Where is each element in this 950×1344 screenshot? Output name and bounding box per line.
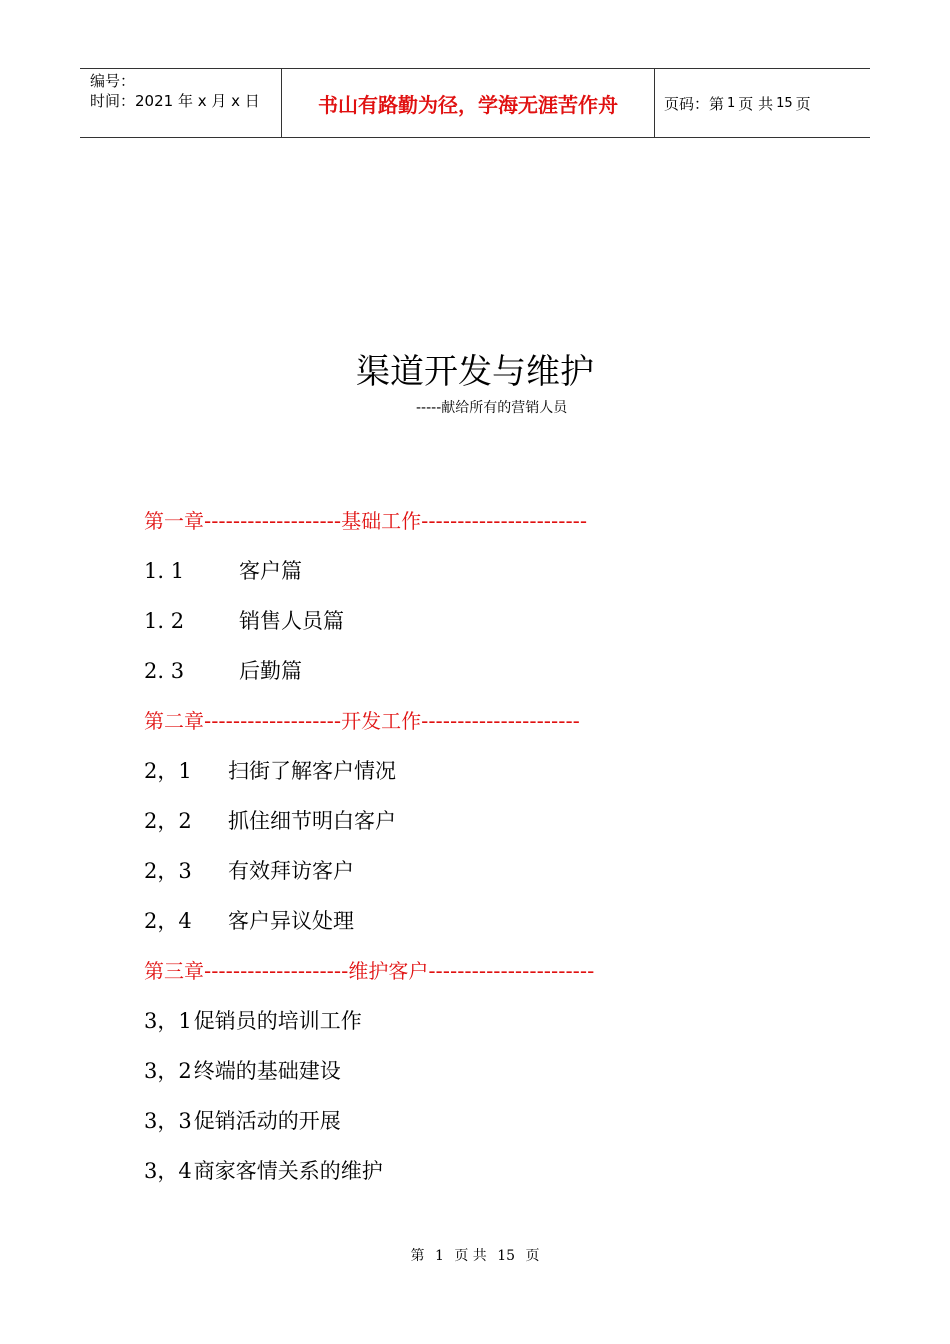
header-motto: 书山有路勤为径，学海无涯苦作舟 (282, 69, 655, 137)
toc-item-number: 2，2 (144, 809, 192, 833)
toc-item-number: 2，3 (144, 859, 192, 883)
header-page-info (655, 69, 870, 137)
document-title: 渠道开发与维护 (356, 352, 594, 392)
page-mid: 页 共 (738, 94, 774, 113)
table-of-contents (144, 505, 844, 1205)
toc-item-label: 客户异议处理 (228, 909, 354, 933)
toc-item (144, 555, 844, 605)
page-footer (0, 1246, 950, 1266)
toc-item-label: 抓住细节明白客户 (228, 809, 396, 833)
toc-item (144, 1055, 844, 1105)
toc-item-label: 客户篇 (239, 559, 302, 583)
toc-item (144, 805, 844, 855)
chapter-1-heading: 第一章-------------------基础工作----------------------- (144, 509, 588, 533)
toc-item (144, 1105, 844, 1155)
page-suffix: 页 (795, 94, 811, 113)
toc-item-number: 3，1 (144, 1009, 192, 1033)
toc-item (144, 905, 844, 955)
toc-item-label: 终端的基础建设 (193, 1059, 341, 1083)
toc-item-label: 销售人员篇 (239, 609, 344, 633)
header-meta (80, 69, 282, 137)
toc-item (144, 1155, 844, 1205)
page-prefix: 页码：第 (664, 94, 725, 113)
toc-item-number: 2. 3 (144, 659, 185, 683)
toc-item-label: 促销员的培训工作 (193, 1009, 362, 1033)
toc-item-number: 1. 1 (144, 559, 185, 583)
toc-item-label: 后勤篇 (239, 659, 302, 683)
toc-item-number: 3，3 (144, 1109, 192, 1133)
toc-item (144, 755, 844, 805)
footer-total: 15 (497, 1248, 516, 1264)
document-subtitle: -----献给所有的营销人员 (416, 400, 568, 416)
number-label: 编号： (90, 72, 136, 90)
toc-item (144, 605, 844, 655)
page-header (80, 68, 870, 138)
toc-item-number: 3，2 (144, 1059, 192, 1083)
chapter-2-heading: 第二章-------------------开发工作---------------------- (144, 709, 580, 733)
page-total: 15 (776, 95, 793, 111)
toc-item (144, 855, 844, 905)
toc-item-label: 商家客情关系的维护 (193, 1159, 383, 1183)
toc-item-number: 2，1 (144, 759, 192, 783)
toc-item (144, 1005, 844, 1055)
footer-prefix: 第 (410, 1248, 425, 1264)
toc-item-label: 扫街了解客户情况 (228, 759, 396, 783)
toc-item-label: 促销活动的开展 (193, 1109, 341, 1133)
time-label: 时间：2021 年 x 月 x 日 (90, 92, 260, 110)
footer-current: 1 (434, 1248, 444, 1264)
toc-item (144, 655, 844, 705)
toc-item-number: 2，4 (144, 909, 192, 933)
toc-item-label: 有效拜访客户 (228, 859, 354, 883)
footer-mid: 页 共 (454, 1248, 487, 1264)
toc-item-number: 1. 2 (144, 609, 185, 633)
chapter-3-heading: 第三章--------------------维护客户----------------------- (144, 959, 595, 983)
footer-suffix: 页 (525, 1248, 540, 1264)
page-current: 1 (727, 95, 736, 111)
toc-item-number: 3，4 (144, 1159, 192, 1183)
